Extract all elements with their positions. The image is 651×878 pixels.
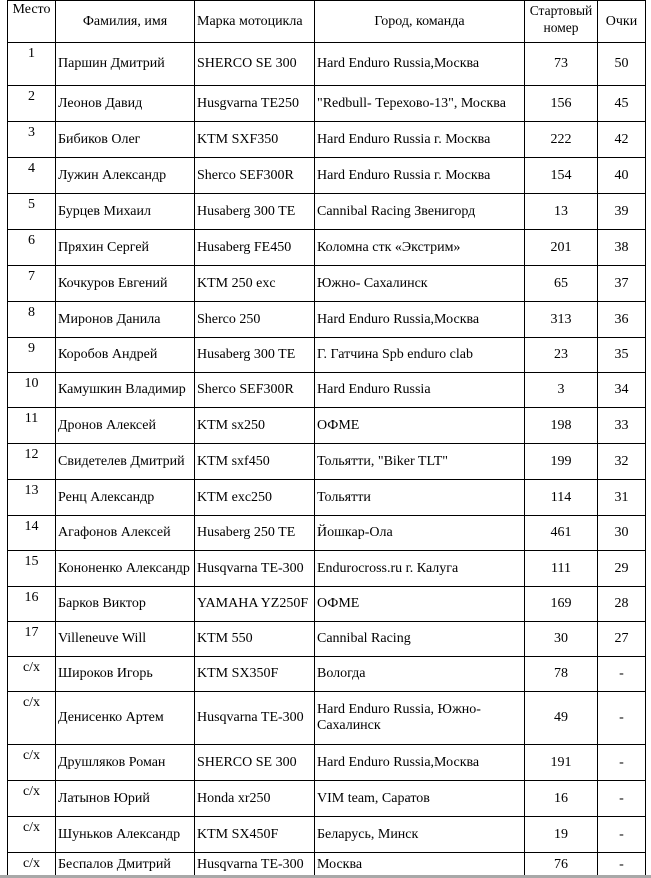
place-cell: 17 (8, 622, 56, 657)
table-row (8, 781, 646, 817)
points-cell: 32 (598, 444, 646, 480)
points-cell: 28 (598, 587, 646, 622)
header-points: Очки (598, 1, 646, 43)
place-cell: 12 (8, 444, 56, 480)
name-cell: Шуньков Александр (56, 817, 195, 853)
place-cell: с/х (8, 657, 56, 692)
team-cell: Беларусь, Минск (315, 817, 525, 853)
table-row (8, 373, 646, 408)
points-cell: 33 (598, 408, 646, 444)
start-number-cell: 198 (525, 408, 598, 444)
bike-cell: Husgvarna TE250 (195, 86, 315, 122)
place-cell: с/х (8, 817, 56, 853)
bike-cell: Husaberg FE450 (195, 230, 315, 266)
points-cell: 45 (598, 86, 646, 122)
place-cell: с/х (8, 853, 56, 878)
start-number-cell: 30 (525, 622, 598, 657)
start-number-cell: 76 (525, 853, 598, 878)
points-cell: 39 (598, 194, 646, 230)
bike-cell: KTM 250 exc (195, 266, 315, 302)
team-cell: Hard Enduro Russia г. Москва (315, 122, 525, 158)
start-number-cell: 154 (525, 158, 598, 194)
points-cell: 38 (598, 230, 646, 266)
points-cell: 37 (598, 266, 646, 302)
name-cell: Миронов Данила (56, 302, 195, 338)
table-row (8, 122, 646, 158)
table-row (8, 657, 646, 692)
team-cell: Cannibal Racing (315, 622, 525, 657)
team-cell: Тольятти (315, 480, 525, 516)
place-cell: 9 (8, 338, 56, 373)
place-cell: с/х (8, 692, 56, 745)
name-cell: Villeneuve Will (56, 622, 195, 657)
start-number-cell: 222 (525, 122, 598, 158)
bike-cell: KTM 550 (195, 622, 315, 657)
place-cell: 6 (8, 230, 56, 266)
start-number-cell: 156 (525, 86, 598, 122)
bike-cell: Husaberg 300 TE (195, 194, 315, 230)
team-cell: Hard Enduro Russia, Южно-Сахалинск (315, 692, 525, 745)
start-number-cell: 191 (525, 745, 598, 781)
team-cell: Йошкар-Ола (315, 516, 525, 551)
team-cell: Endurocross.ru г. Калуга (315, 551, 525, 587)
team-cell: Hard Enduro Russia (315, 373, 525, 408)
name-cell: Леонов Давид (56, 86, 195, 122)
name-cell: Барков Виктор (56, 587, 195, 622)
name-cell: Лужин Александр (56, 158, 195, 194)
table-row (8, 266, 646, 302)
header-start-number: Стартовый номер (525, 1, 598, 43)
table-row (8, 480, 646, 516)
team-cell: Вологда (315, 657, 525, 692)
start-number-cell: 19 (525, 817, 598, 853)
table-row (8, 516, 646, 551)
start-number-cell: 111 (525, 551, 598, 587)
place-cell: 2 (8, 86, 56, 122)
start-number-cell: 3 (525, 373, 598, 408)
points-cell: - (598, 657, 646, 692)
team-cell: Г. Гатчина Spb enduro clab (315, 338, 525, 373)
table-row (8, 302, 646, 338)
points-cell: - (598, 745, 646, 781)
place-cell: 4 (8, 158, 56, 194)
team-cell: Тольятти, "Biker TLT" (315, 444, 525, 480)
name-cell: Свидетелев Дмитрий (56, 444, 195, 480)
table-row (8, 43, 646, 86)
name-cell: Ренц Александр (56, 480, 195, 516)
table-row (8, 444, 646, 480)
place-cell: 14 (8, 516, 56, 551)
place-cell: 8 (8, 302, 56, 338)
start-number-cell: 16 (525, 781, 598, 817)
results-table (7, 0, 646, 878)
points-cell: 34 (598, 373, 646, 408)
bike-cell: KTM sxf450 (195, 444, 315, 480)
points-cell: 35 (598, 338, 646, 373)
team-cell: VIM team, Саратов (315, 781, 525, 817)
team-cell: Москва (315, 853, 525, 878)
bike-cell: Sherco SEF300R (195, 158, 315, 194)
points-cell: 27 (598, 622, 646, 657)
table-row (8, 622, 646, 657)
points-cell: 50 (598, 43, 646, 86)
table-row (8, 745, 646, 781)
place-cell: 13 (8, 480, 56, 516)
place-cell: 7 (8, 266, 56, 302)
bike-cell: SHERCO SE 300 (195, 43, 315, 86)
bike-cell: KTM exc250 (195, 480, 315, 516)
bike-cell: Husqvarna TE-300 (195, 692, 315, 745)
bike-cell: KTM sx250 (195, 408, 315, 444)
name-cell: Кононенко Александр (56, 551, 195, 587)
bike-cell: Sherco 250 (195, 302, 315, 338)
team-cell: Hard Enduro Russia,Москва (315, 302, 525, 338)
start-number-cell: 114 (525, 480, 598, 516)
name-cell: Камушкин Владимир (56, 373, 195, 408)
place-cell: с/х (8, 781, 56, 817)
bike-cell: YAMAHA YZ250F (195, 587, 315, 622)
team-cell: Коломна стк «Экстрим» (315, 230, 525, 266)
bike-cell: Husaberg 300 TE (195, 338, 315, 373)
table-row (8, 194, 646, 230)
bike-cell: Honda xr250 (195, 781, 315, 817)
name-cell: Друшляков Роман (56, 745, 195, 781)
start-number-cell: 73 (525, 43, 598, 86)
team-cell: "Redbull- Терехово-13", Москва (315, 86, 525, 122)
table-row (8, 158, 646, 194)
place-cell: с/х (8, 745, 56, 781)
place-cell: 3 (8, 122, 56, 158)
place-cell: 11 (8, 408, 56, 444)
points-cell: 31 (598, 480, 646, 516)
name-cell: Бурцев Михаил (56, 194, 195, 230)
start-number-cell: 461 (525, 516, 598, 551)
place-cell: 1 (8, 43, 56, 86)
bike-cell: KTM SX350F (195, 657, 315, 692)
header-row (8, 1, 646, 43)
name-cell: Коробов Андрей (56, 338, 195, 373)
header-name: Фамилия, имя (56, 1, 195, 43)
team-cell: Hard Enduro Russia,Москва (315, 745, 525, 781)
place-cell: 5 (8, 194, 56, 230)
team-cell: Южно- Сахалинск (315, 266, 525, 302)
team-cell: Hard Enduro Russia,Москва (315, 43, 525, 86)
start-number-cell: 199 (525, 444, 598, 480)
name-cell: Агафонов Алексей (56, 516, 195, 551)
start-number-cell: 78 (525, 657, 598, 692)
name-cell: Паршин Дмитрий (56, 43, 195, 86)
team-cell: Hard Enduro Russia г. Москва (315, 158, 525, 194)
place-cell: 16 (8, 587, 56, 622)
team-cell: ОФМЕ (315, 408, 525, 444)
bike-cell: KTM SXF350 (195, 122, 315, 158)
name-cell: Кочкуров Евгений (56, 266, 195, 302)
bike-cell: Sherco SEF300R (195, 373, 315, 408)
name-cell: Беспалов Дмитрий (56, 853, 195, 878)
start-number-cell: 13 (525, 194, 598, 230)
name-cell: Дронов Алексей (56, 408, 195, 444)
bike-cell: Husaberg 250 TE (195, 516, 315, 551)
table-row (8, 230, 646, 266)
team-cell: ОФМЕ (315, 587, 525, 622)
header-place: Место (8, 1, 56, 43)
points-cell: 36 (598, 302, 646, 338)
points-cell: 40 (598, 158, 646, 194)
table-row (8, 692, 646, 745)
points-cell: - (598, 853, 646, 878)
name-cell: Бибиков Олег (56, 122, 195, 158)
bike-cell: KTM SX450F (195, 817, 315, 853)
points-cell: 29 (598, 551, 646, 587)
start-number-cell: 169 (525, 587, 598, 622)
table-row (8, 86, 646, 122)
points-cell: - (598, 692, 646, 745)
header-team: Город, команда (315, 1, 525, 43)
start-number-cell: 313 (525, 302, 598, 338)
table-row (8, 853, 646, 878)
table-row (8, 408, 646, 444)
bike-cell: SHERCO SE 300 (195, 745, 315, 781)
name-cell: Пряхин Сергей (56, 230, 195, 266)
name-cell: Широков Игорь (56, 657, 195, 692)
start-number-cell: 65 (525, 266, 598, 302)
bike-cell: Husqvarna TE-300 (195, 551, 315, 587)
start-number-cell: 201 (525, 230, 598, 266)
start-number-cell: 23 (525, 338, 598, 373)
points-cell: - (598, 781, 646, 817)
name-cell: Латынов Юрий (56, 781, 195, 817)
table-row (8, 817, 646, 853)
place-cell: 10 (8, 373, 56, 408)
bike-cell: Husqvarna TE-300 (195, 853, 315, 878)
name-cell: Денисенко Артем (56, 692, 195, 745)
start-number-cell: 49 (525, 692, 598, 745)
points-cell: 30 (598, 516, 646, 551)
team-cell: Cannibal Racing Звенигорд (315, 194, 525, 230)
place-cell: 15 (8, 551, 56, 587)
table-row (8, 338, 646, 373)
points-cell: - (598, 817, 646, 853)
header-bike: Марка мотоцикла (195, 1, 315, 43)
table-row (8, 587, 646, 622)
points-cell: 42 (598, 122, 646, 158)
table-row (8, 551, 646, 587)
